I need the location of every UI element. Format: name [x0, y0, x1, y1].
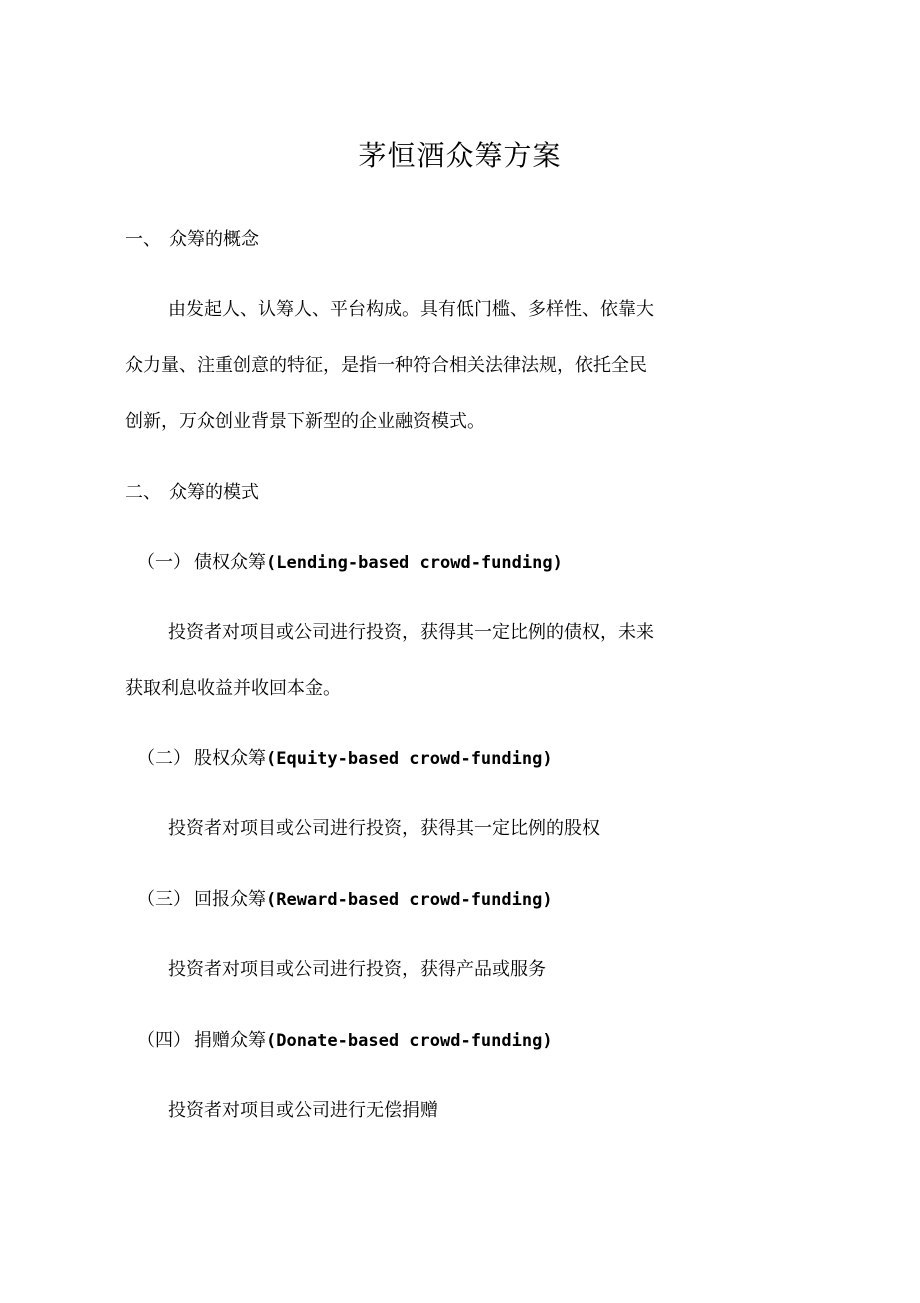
subsection-name-cn: 股权众筹	[194, 748, 266, 769]
subsection-name-en: (Equity-based crowd-funding)	[266, 749, 553, 769]
subsection-number: （三）	[137, 889, 191, 910]
section-heading-models	[125, 478, 259, 508]
description-line: 投资者对项目或公司进行投资，获得其一定比例的股权	[168, 818, 600, 839]
document-title: 茅恒酒众筹方案	[358, 139, 562, 172]
description-line: 投资者对项目或公司进行无偿捐赠	[168, 1100, 438, 1121]
subsection-number: （一）	[137, 552, 191, 573]
subsection-heading-lending	[137, 548, 563, 578]
paragraph-line: 创新，万众创业背景下新型的企业融资模式。	[125, 411, 485, 432]
subsection-heading-donate	[137, 1026, 553, 1056]
description-line: 获取利息收益并收回本金。	[125, 678, 341, 699]
subsection-number: （二）	[137, 748, 191, 769]
subsection-name-en: (Lending-based crowd-funding)	[266, 553, 563, 573]
description-line: 投资者对项目或公司进行投资，获得产品或服务	[168, 959, 546, 980]
subsection-heading-reward	[137, 885, 553, 915]
section-number: 二、	[125, 482, 161, 503]
subsection-name-cn: 债权众筹	[194, 552, 266, 573]
subsection-heading-equity	[137, 744, 553, 774]
subsection-number: （四）	[137, 1030, 191, 1051]
subsection-name-cn: 回报众筹	[194, 889, 266, 910]
section-heading-text: 众筹的模式	[169, 482, 259, 503]
paragraph-line: 由发起人、认筹人、平台构成。具有低门槛、多样性、依靠大	[168, 299, 654, 320]
subsection-name-en: (Donate-based crowd-funding)	[266, 1031, 553, 1051]
section-number: 一、	[125, 229, 161, 250]
section-heading-text: 众筹的概念	[169, 229, 259, 250]
subsection-name-cn: 捐赠众筹	[194, 1030, 266, 1051]
section-heading-concept	[125, 225, 259, 255]
description-line: 投资者对项目或公司进行投资，获得其一定比例的债权，未来	[168, 622, 654, 643]
paragraph-line: 众力量、注重创意的特征，是指一种符合相关法律法规，依托全民	[125, 355, 647, 376]
subsection-name-en: (Reward-based crowd-funding)	[266, 890, 553, 910]
